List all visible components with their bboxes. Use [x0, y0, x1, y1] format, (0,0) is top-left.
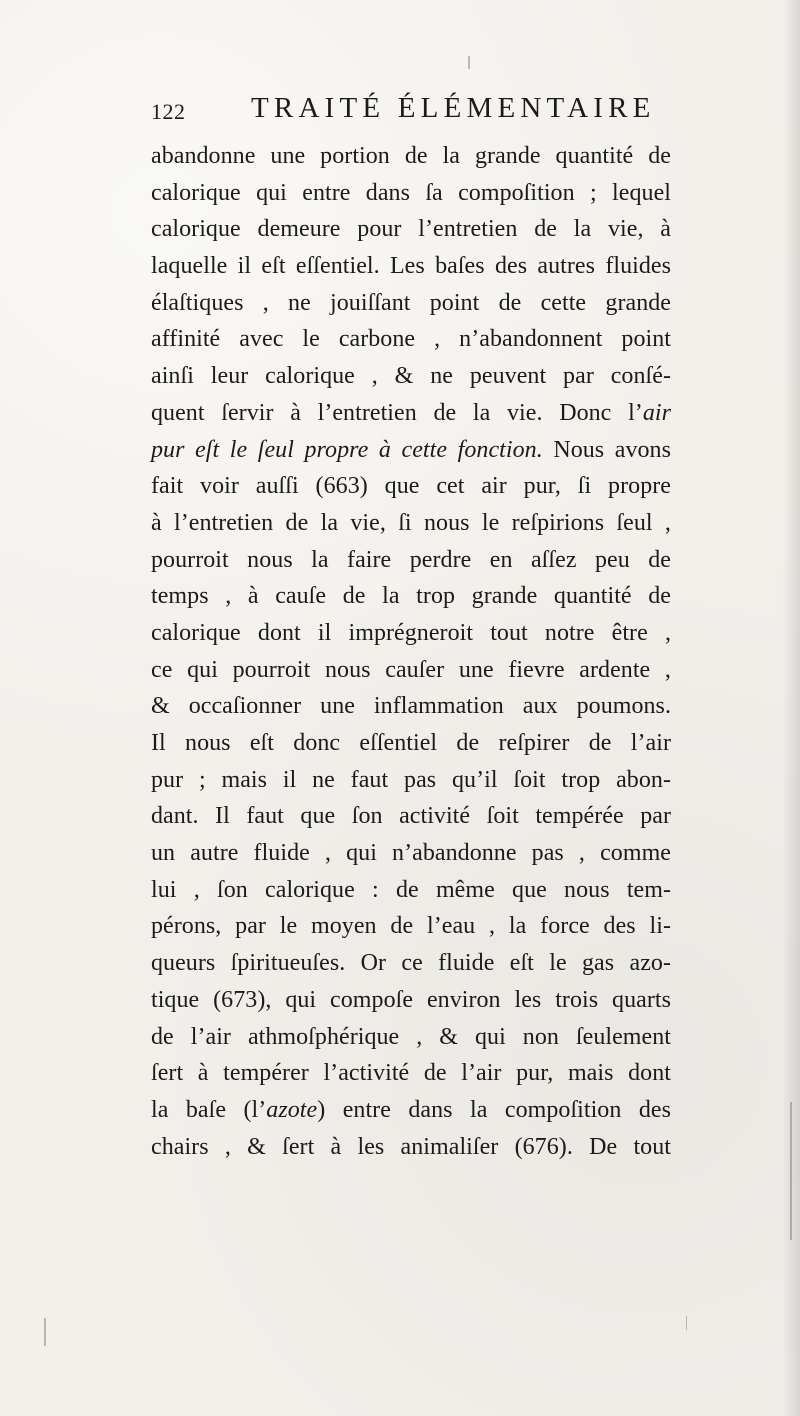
text-segment: calorique demeure pour l’entretien de la vie, à — [151, 216, 671, 243]
text-segment: queurs ſpiritueuſes. Or ce fluide eſt le gas azo- — [151, 950, 671, 977]
page-number: 122 — [151, 99, 186, 124]
text-line — [151, 652, 671, 689]
text-segment: tique (673), qui compoſe environ les trois quarts — [151, 986, 671, 1013]
text-segment: abandonne une portion de la grande quantité de — [151, 143, 671, 169]
italic-text-segment: azote — [266, 1096, 318, 1123]
body-text — [151, 138, 671, 1165]
text-line — [151, 542, 671, 579]
text-line — [151, 1092, 671, 1129]
text-line — [151, 1055, 671, 1092]
text-line — [151, 835, 671, 872]
text-segment: la baſe (l’ — [151, 1096, 267, 1123]
italic-text-segment: air — [642, 399, 671, 426]
text-segment: pourroit nous la faire perdre en aſſez peu de — [151, 546, 671, 573]
text-segment: dant. Il faut que ſon activité ſoit tempérée par — [151, 803, 671, 830]
text-segment: calorique dont il imprégneroit tout notre être , — [151, 619, 671, 646]
running-head: TRAITÉ ÉLÉMENTAIRE — [251, 92, 656, 124]
text-segment: élaſtiques , ne jouiſſant point de cette grande — [151, 289, 671, 316]
text-line — [151, 1019, 671, 1056]
text-segment: à l’entretien de la vie, ſi nous le reſpirions ſeul , — [151, 509, 671, 536]
text-line — [151, 762, 671, 799]
text-segment: Il nous eſt donc eſſentiel de reſpirer de l’air — [151, 730, 671, 756]
text-line — [151, 395, 671, 432]
text-line — [151, 1129, 671, 1166]
text-line — [151, 908, 671, 945]
text-segment: pérons, par le moyen de l’eau , la force des li- — [151, 913, 671, 940]
text-segment: calorique qui entre dans ſa compoſition ; lequel — [151, 179, 671, 206]
scan-speck — [468, 56, 470, 69]
scan-speck — [686, 1316, 687, 1330]
text-segment: ) entre dans la compoſition des — [317, 1096, 671, 1123]
text-line — [151, 725, 671, 762]
text-segment: un autre fluide , qui n’abandonne pas , comme — [151, 840, 671, 867]
text-line — [151, 138, 671, 175]
text-line — [151, 872, 671, 909]
text-segment: affinité avec le carbone , n’abandonnent point — [151, 326, 671, 353]
text-segment: ſert à tempérer l’activité de l’air pur, mais dont — [151, 1060, 671, 1087]
text-line — [151, 615, 671, 652]
text-line — [151, 798, 671, 835]
text-segment: ainſi leur calorique , & ne peuvent par conſé- — [151, 363, 671, 390]
text-line — [151, 982, 671, 1019]
text-segment: laquelle il eſt eſſentiel. Les baſes des autres fluides — [151, 253, 671, 280]
text-segment: fait voir auſſi (663) que cet air pur, ſi propre — [151, 473, 671, 500]
scan-speck — [790, 1102, 792, 1240]
text-line — [151, 578, 671, 615]
text-segment: chairs , & ſert à les animaliſer (676). De tout — [151, 1133, 671, 1160]
text-line — [151, 248, 671, 285]
text-line — [151, 211, 671, 248]
text-segment: ce qui pourroit nous cauſer une fievre ardente , — [151, 656, 671, 683]
text-line — [151, 468, 671, 505]
text-line — [151, 945, 671, 982]
text-line — [151, 358, 671, 395]
page-header — [151, 92, 671, 128]
text-line — [151, 432, 671, 469]
text-segment: lui , ſon calorique : de même que nous tem- — [151, 876, 671, 903]
text-line — [151, 688, 671, 725]
scan-speck — [44, 1318, 46, 1346]
text-line — [151, 175, 671, 212]
text-line — [151, 285, 671, 322]
text-line — [151, 505, 671, 542]
text-segment: quent ſervir à l’entretien de la vie. Donc l’ — [151, 399, 643, 426]
text-segment: & occaſionner une inflammation aux poumons. — [151, 693, 671, 720]
text-segment: Nous avons — [542, 436, 671, 463]
text-line — [151, 321, 671, 358]
italic-text-segment: pur eſt le ſeul propre à cette fonction. — [151, 436, 543, 463]
text-segment: pur ; mais il ne faut pas qu’il ſoit trop abon- — [151, 766, 671, 793]
text-segment: de l’air athmoſphérique , & qui non ſeulement — [151, 1023, 671, 1050]
text-segment: temps , à cauſe de la trop grande quantité de — [151, 583, 671, 610]
